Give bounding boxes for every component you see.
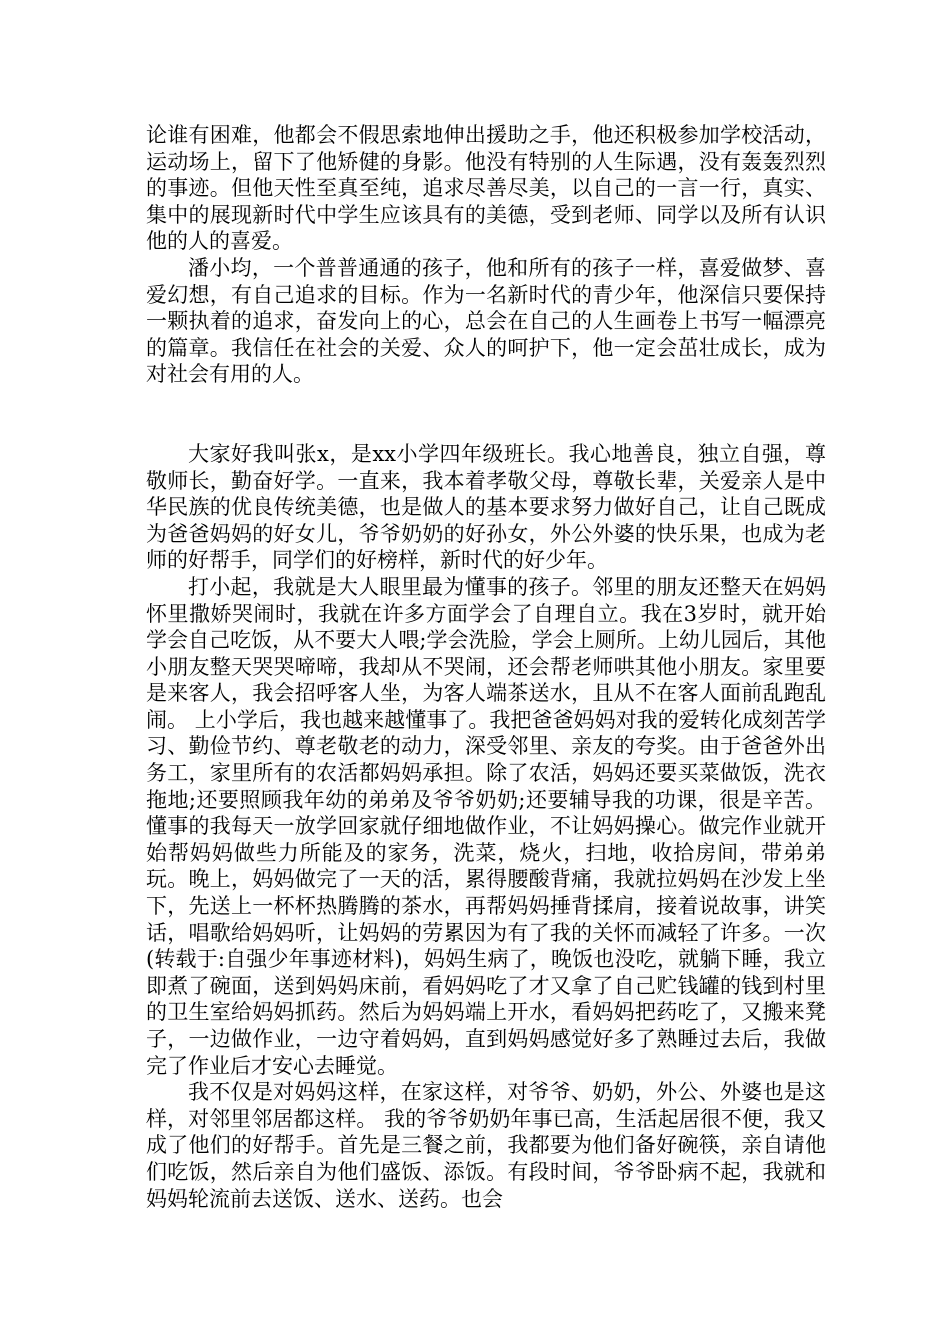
paragraph-2: 潘小均，一个普普通通的孩子，他和所有的孩子一样，喜爱做梦、喜爱幻想，有自己追求的目标。作为一名新时代的青少年，他深信只要保持一颗执着的追求，奋发向上的心，总会在自己的人生画卷上书写一幅漂亮的篇章。我信任在社会的关爱、众人的呵护下，他一定会茁壮成长，成为对社会有用的人。 [146, 255, 826, 387]
paragraph-3: 大家好我叫张x，是xx小学四年级班长。我心地善良，独立自强，尊敬师长，勤奋好学。一直来，我本着孝敬父母，尊敬长辈，关爱亲人是中华民族的优良传统美德，也是做人的基本要求努力做好自己，让自己既成为爸爸妈妈的好女儿，爷爷奶奶的好孙女，外公外婆的快乐果，也成为老师的好帮手，同学们的好榜样，新时代的好少年。 [146, 441, 826, 573]
section-gap [146, 388, 826, 441]
document-body [146, 122, 826, 1212]
paragraph-4: 打小起，我就是大人眼里最为懂事的孩子。邻里的朋友还整天在妈妈怀里撒娇哭闹时，我就在许多方面学会了自理自立。我在3岁时，就开始学会自己吃饭，从不要大人喂;学会洗脸，学会上厕所。上幼儿园后，其他小朋友整天哭哭啼啼，我却从不哭闹，还会帮老师哄其他小朋友。家里要是来客人，我会招呼客人坐，为客人端茶送水，且从不在客人面前乱跑乱闹。 上小学后，我也越来越懂事了。我把爸爸妈妈对我的爱转化成刻苦学习、勤俭节约、尊老敬老的动力，深受邻里、亲友的夸奖。由于爸爸外出务工，家里所有的农活都妈妈承担。除了农活，妈妈还要买菜做饭，洗衣拖地;还要照顾我年幼的弟弟及爷爷奶奶;还要辅导我的功课，很是辛苦。懂事的我每天一放学回家就仔细地做作业，不让妈妈操心。做完作业就开始帮妈妈做些力所能及的家务，洗菜，烧火，扫地，收拾房间，带弟弟玩。晚上，妈妈做完了一天的活，累得腰酸背痛，我就拉妈妈在沙发上坐下，先送上一杯杯热腾腾的茶水，再帮妈妈捶背揉肩，接着说故事，讲笑话，唱歌给妈妈听，让妈妈的劳累因为有了我的关怀而减轻了许多。一次(转载于:自强少年事迹材料)，妈妈生病了，晚饭也没吃，就躺下睡，我立即煮了碗面，送到妈妈床前，看妈妈吃了才又拿了自己贮钱罐的钱到村里的卫生室给妈妈抓药。然后为妈妈端上开水，看妈妈把药吃了，又搬来凳子，一边做作业，一边守着妈妈，直到妈妈感觉好多了熟睡过去后，我做完了作业后才安心去睡觉。 [146, 574, 826, 1078]
paragraph-5: 我不仅是对妈妈这样，在家这样，对爷爷、奶奶，外公、外婆也是这样，对邻里邻居都这样。 我的爷爷奶奶年事已高，生活起居很不便，我又成了他们的好帮手。首先是三餐之前，我都要为他们备好碗筷，亲自请他们吃饭，然后亲自为他们盛饭、添饭。有段时间，爷爷卧病不起，我就和妈妈轮流前去送饭、送水、送药。也会 [146, 1080, 826, 1211]
paragraph-1: 论谁有困难，他都会不假思索地伸出援助之手，他还积极参加学校活动，运动场上，留下了他矫健的身影。他没有特别的人生际遇，没有轰轰烈烈的事迹。但他天性至真至纯，追求尽善尽美，以自己的一言一行，真实、集中的展现新时代中学生应该具有的美德，受到老师、同学以及所有认识他的人的喜爱。 [146, 123, 826, 254]
